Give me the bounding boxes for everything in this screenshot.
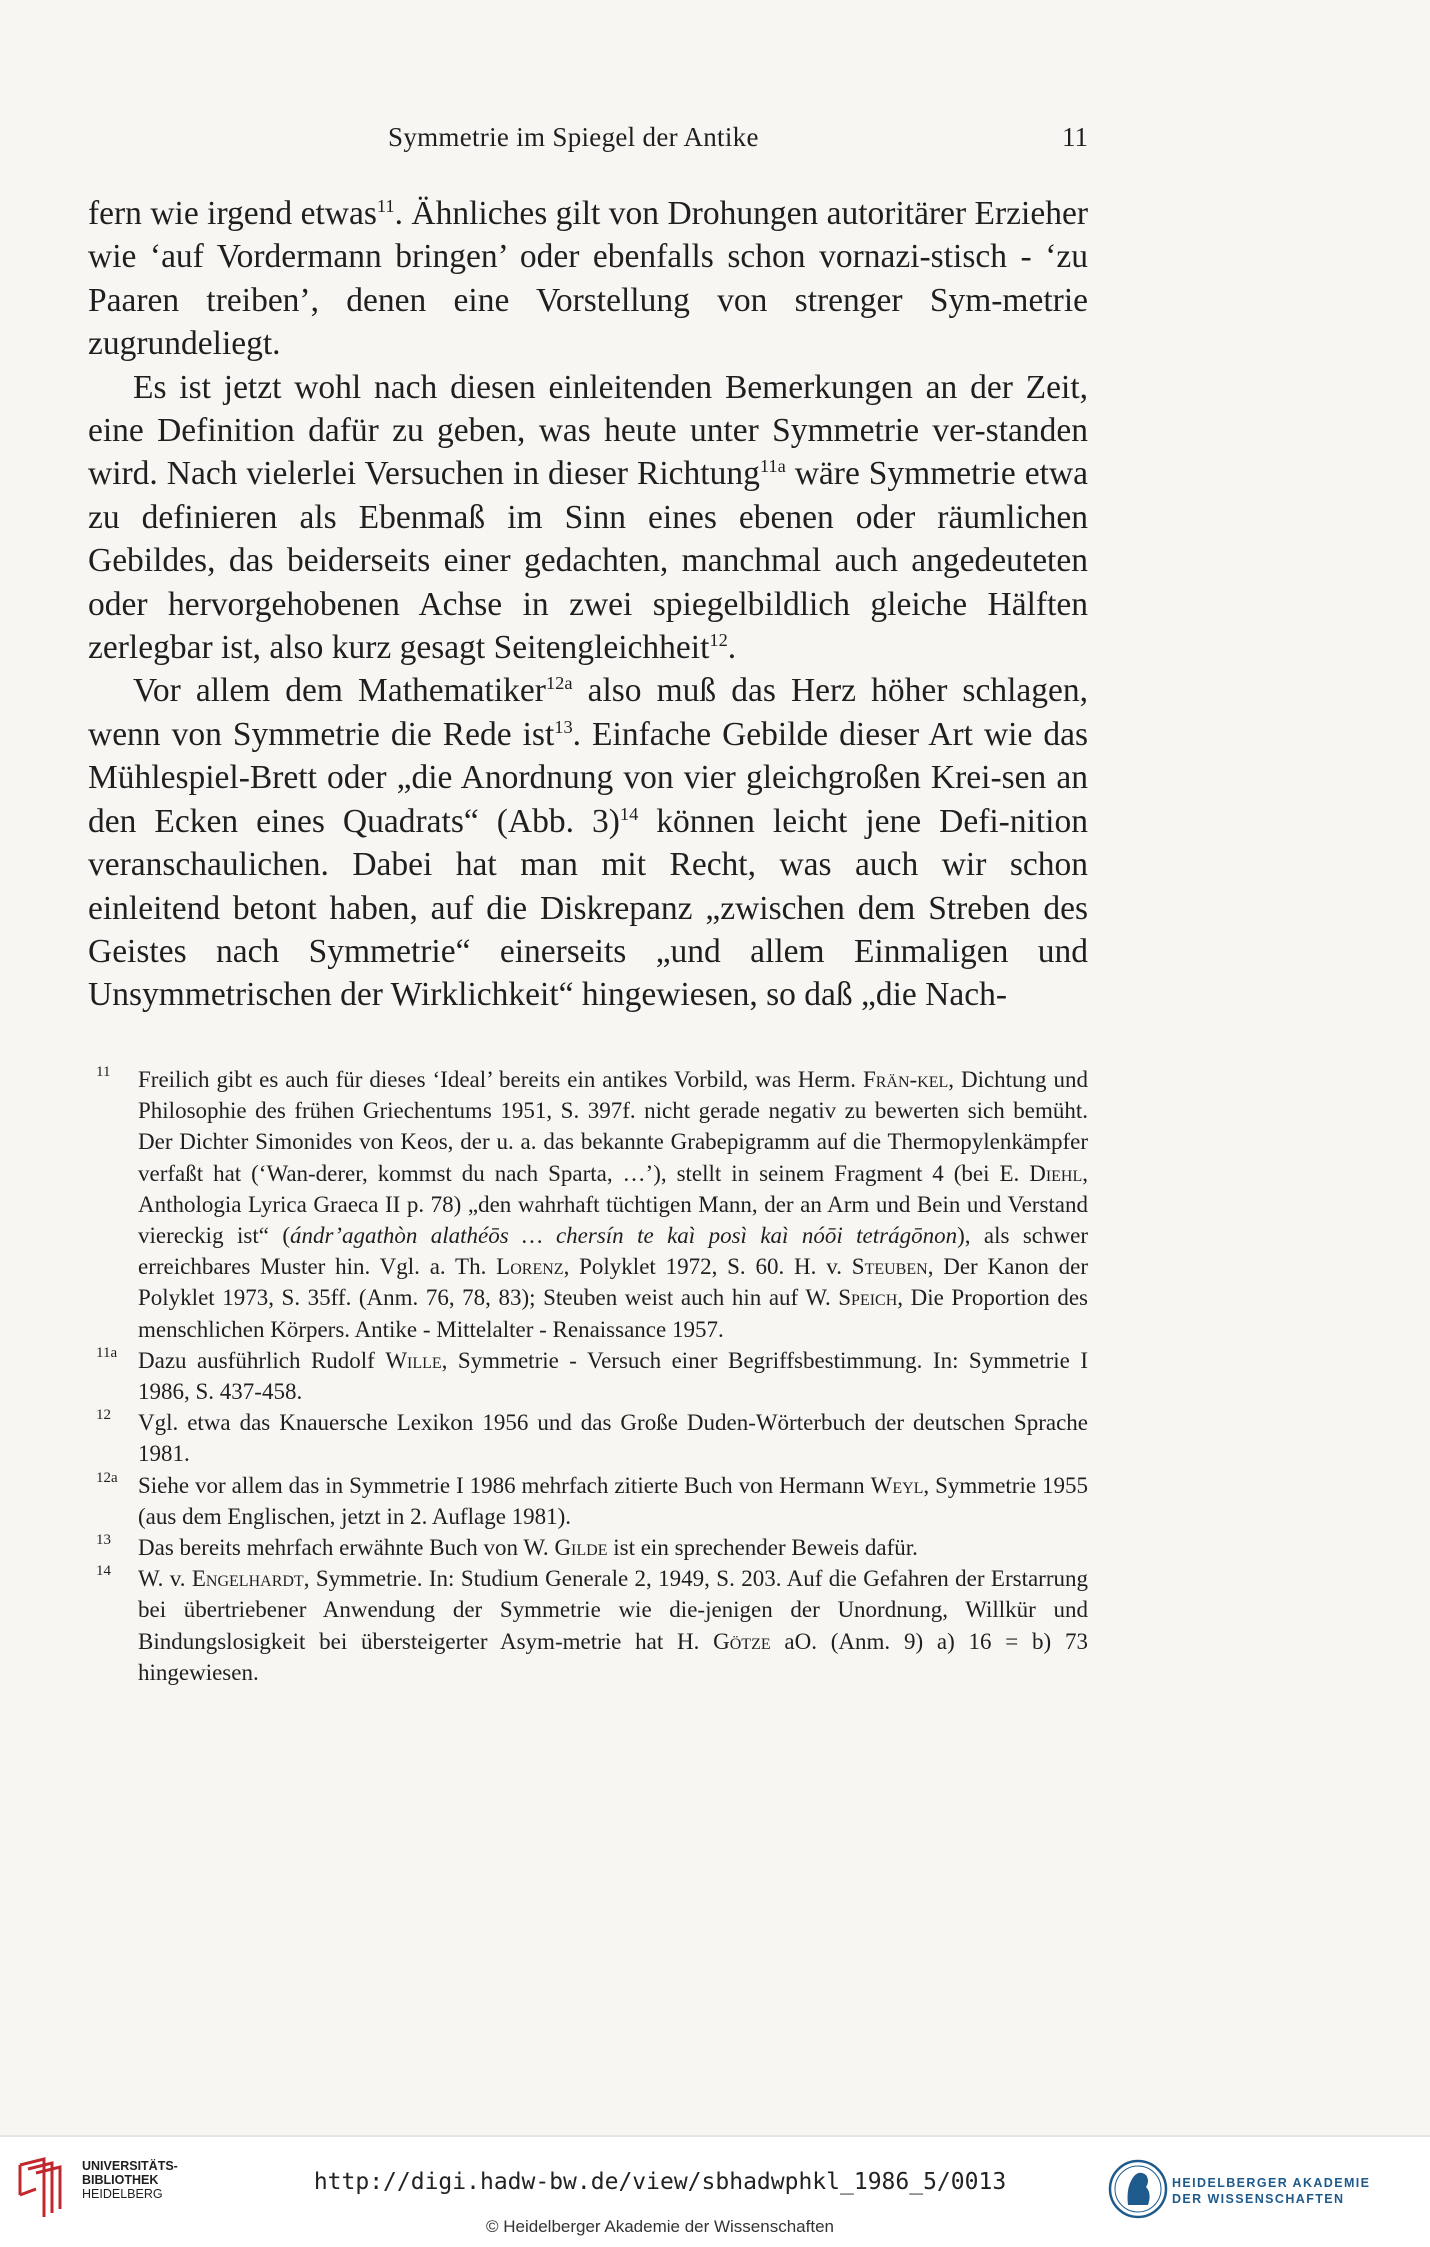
greek-quote: ándr’agathòn alathéōs … chersín te kaì posì kaì nóōi tetrágōnon — [289, 1223, 958, 1249]
permalink[interactable]: http://digi.hadw-bw.de/view/sbhadwphkl_1986_5/0013 — [313, 2169, 1007, 2195]
footnote-mark: 12a — [96, 1469, 118, 1486]
paragraph — [88, 366, 1088, 670]
page-number: 11 — [1062, 122, 1088, 152]
text-run: , Symmetrie 1955 (aus dem Englischen, jetzt in 2. Auflage 1981). — [138, 1472, 1088, 1529]
ub-line: BIBLIOTHEK — [82, 2173, 159, 2187]
author-name: Frän-kel — [862, 1067, 949, 1092]
text-run: Das bereits mehrfach erwähnte Buch von W. — [138, 1535, 555, 1561]
text-run: Vgl. etwa das Knauersche Lexikon 1956 und das Große Duden-Wörterbuch der deutschen Sprache 1981. — [138, 1410, 1088, 1467]
footnote-ref[interactable]: 12a — [545, 673, 573, 694]
footnote-mark: 13 — [96, 1532, 111, 1549]
academy-line: DER WISSENSCHAFTEN — [1172, 2192, 1345, 2206]
footnote-12a — [88, 1470, 1088, 1532]
academy-name — [1172, 2175, 1370, 2207]
text-run: Freilich gibt es auch für dieses ‘Ideal’ bereits ein antikes Vorbild, was Herm. — [138, 1067, 863, 1092]
author-name: Götze — [713, 1628, 771, 1654]
footnote-mark: 11 — [96, 1064, 111, 1080]
text-run: . Ähnliches gilt von Drohungen autoritärer Erzieher wie ‘auf Vordermann bringen’ oder ebenfalls schon vornazi-stisch - ‘zu Paaren treiben’, denen eine Vorstellung von strenger Sym-metrie zugrundeliegt. — [88, 195, 1088, 363]
university-library-logo-icon[interactable] — [14, 2155, 74, 2228]
text-run: fern wie irgend etwas — [88, 195, 377, 232]
text-run: wäre Symmetrie etwa zu definieren als Ebenmaß im Sinn eines ebenen oder räumlichen Gebildes, das beiderseits einer gedachten, manchmal auch angedeuteten oder hervorgehobenen Achse in zwei spiegelbildlich gleiche Hälften zerlegbar ist, also kurz gesagt Seitengleichheit — [88, 455, 1089, 667]
viewer-footer — [0, 2135, 1430, 2247]
text-run: Siehe vor allem das in Symmetrie I 1986 mehrfach zitierte Buch von Hermann — [138, 1472, 871, 1498]
ub-line: UNIVERSITÄTS- — [82, 2159, 178, 2173]
footnote-ref[interactable]: 13 — [554, 716, 573, 737]
copyright-notice: © Heidelberger Akademie der Wissenschaften — [486, 2217, 834, 2236]
paragraph — [88, 669, 1088, 1016]
footnote-11 — [88, 1064, 1088, 1345]
text-run: Vor allem dem Mathematiker — [133, 672, 546, 710]
author-name: Diehl — [1029, 1160, 1083, 1186]
footnote-11a — [88, 1345, 1088, 1407]
text-run: . Einfache Gebilde dieser Art wie das Mühlespiel-Brett oder „die Anordnung von vier gleichgroßen Krei-sen an den Ecken eines Quadrats“ (Abb. 3) — [88, 715, 1088, 840]
text-run: , Der Kanon der Polyklet 1973, S. 35ff. (Anm. 76, 78, 83); Steuben weist auch hin auf W. — [138, 1254, 1089, 1311]
author-name: Lorenz — [496, 1254, 564, 1280]
text-run: W. v. — [138, 1566, 192, 1592]
text-run: , Die Proportion des menschlichen Körpers. Antike - Mittelalter - Renaissance 1957. — [138, 1285, 1089, 1342]
text-run: ), als schwer erreichbares Muster hin. Vgl. a. Th. — [138, 1223, 1088, 1280]
text-run: , Symmetrie. In: Studium Generale 2, 1949, S. 203. Auf die Gefahren der Erstarrung bei übertriebener Anwendung der Symmetrie wie die-jenigen der Unordnung, Willkür und Bindungslosigkeit bei übersteigerter Asym-metrie hat H. — [138, 1566, 1088, 1654]
text-run: also muß das Herz höher schlagen, wenn von Symmetrie die Rede ist — [88, 672, 1088, 753]
text-run: , Symmetrie - Versuch einer Begriffsbestimmung. In: Symmetrie I 1986, S. 437-458. — [138, 1347, 1088, 1405]
ub-line: HEIDELBERG — [82, 2187, 163, 2201]
author-name: Gilde — [554, 1535, 608, 1561]
footnote-ref[interactable]: 11a — [759, 456, 786, 477]
footnote-13 — [88, 1532, 1088, 1563]
author-name: Steuben — [851, 1254, 928, 1280]
footnotes — [88, 1064, 1088, 1688]
academy-seal-icon[interactable] — [1108, 2149, 1168, 2234]
text-run: , Polyklet 1972, S. 60. H. v. — [563, 1254, 852, 1280]
running-title: Symmetrie im Spiegel der Antike — [388, 122, 759, 152]
text-run: , Anthologia Lyrica Graeca II p. 78) „den wahrhaft tüchtigen Mann, der an Arm und Bein und Verstand viereckig ist“ ( — [138, 1160, 1088, 1249]
footnote-14 — [88, 1563, 1088, 1688]
author-name: Weyl — [870, 1472, 924, 1498]
footnote-12 — [88, 1407, 1088, 1469]
footnote-mark: 12 — [96, 1407, 111, 1424]
author-name: Wille — [385, 1347, 442, 1373]
text-run: können leicht jene Defi-nition veranschaulichen. Dabei hat man mit Recht, was auch wir schon einleitend betont haben, auf die Diskrepanz „zwischen dem Streben des Geistes nach Symmetrie“ einerseits „und allem Einmaligen und Unsymmetrischen der Wirklichkeit“ hingewiesen, so daß „die Nach- — [88, 802, 1088, 1014]
text-run: Dazu ausführlich Rudolf — [138, 1347, 386, 1373]
author-name: Speich — [838, 1285, 898, 1311]
author-name: Engelhardt — [191, 1566, 304, 1592]
main-text — [88, 192, 1088, 1017]
academy-line: HEIDELBERGER AKADEMIE — [1172, 2176, 1371, 2190]
footnote-ref[interactable]: 14 — [619, 803, 639, 824]
footnote-mark: 14 — [96, 1563, 111, 1580]
paragraph — [88, 192, 1088, 366]
text-run: ist ein sprechender Beweis dafür. — [607, 1535, 918, 1561]
footnote-mark: 11a — [96, 1344, 118, 1361]
footnote-ref[interactable]: 12 — [709, 629, 728, 650]
running-header — [88, 122, 1088, 162]
footnote-ref[interactable]: 11 — [376, 195, 395, 216]
text-run: , Dichtung und Philosophie des frühen Griechentums 1951, S. 397f. nicht gerade negativ zu bewerten sich bemüht. Der Dichter Simonides von Keos, der u. a. das bekannte Grabepigramm auf die Thermopylenkämpfer verfaßt hat (‘Wan-derer, kommst du nach Sparta, …’), stellt in seinem Fragment 4 (bei E. — [138, 1067, 1088, 1186]
university-library-name — [82, 2159, 178, 2201]
text-run: aO. (Anm. 9) a) 16 = b) 73 hingewiesen. — [138, 1628, 1088, 1685]
text-run: . — [727, 629, 737, 667]
text-run: Es ist jetzt wohl nach diesen einleitenden Bemerkungen an der Zeit, eine Definition dafür zu geben, was heute unter Symmetrie ver-standen wird. Nach vielerlei Versuchen in dieser Richtung — [88, 368, 1088, 493]
